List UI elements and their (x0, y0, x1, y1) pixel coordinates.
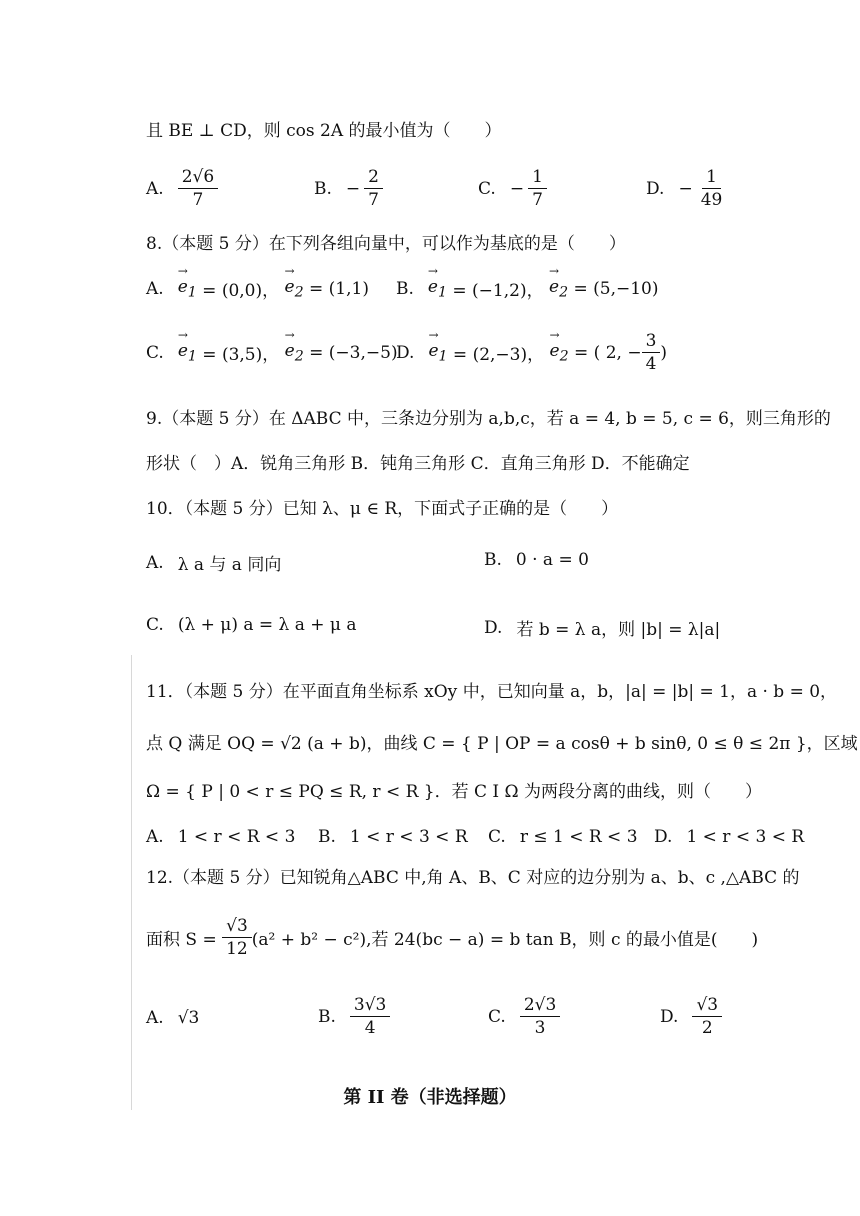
option-label: B. (314, 178, 332, 199)
fraction: $\frac{1}{49}$ (700, 167, 723, 210)
vector-e2: → $e_2$ (285, 277, 304, 300)
q10-option-a[interactable]: A. λ a 与 a 同向 (146, 552, 282, 575)
q7-stem-end: 且 BE ⊥ CD，则 cos 2A 的最小值为（ ） (146, 121, 502, 141)
q8-option-a[interactable]: A. → $e_1$ = (0,0)， → $e_2$ = (1,1) (146, 276, 369, 301)
q9-line-2: 形状（ ）A．锐角三角形 B．钝角三角形 C．直角三角形 D．不能确定 (146, 454, 690, 474)
fraction: $\frac{3}{4}$ (642, 330, 661, 375)
vector-e2: → $e_2$ (285, 341, 304, 364)
fraction: $\frac{2}{7}$ (364, 166, 383, 211)
q11-line-1: 11．（本题 5 分）在平面直角坐标系 xOy 中，已知向量 a，b，|a| = |b| = 1，a · b = 0， (146, 682, 838, 702)
q7-option-d[interactable]: D. − $\frac{1}{49}$ (646, 166, 726, 211)
q10-option-b[interactable]: B. 0 · a = 0 (484, 550, 589, 570)
q12-area-formula: 面积 S = $\frac{√3}{12}$ (a² + b² − c²),若 24(bc − a) = b tan B，则 c 的最小值是( ) (146, 916, 759, 959)
option-label: C. (478, 178, 496, 199)
q8-option-c[interactable]: C. → $e_1$ = (3,5)， → $e_2$ = (−3,−5) (146, 340, 398, 365)
q12-option-b[interactable]: B. $\frac{3√3}{4}$ (318, 994, 390, 1039)
scan-margin-line (131, 655, 132, 1110)
q7-option-a[interactable] (146, 166, 218, 211)
fraction: $\frac{2√3}{3}$ (520, 994, 560, 1039)
q11-option-d[interactable]: D. 1 < r < 3 < R (654, 827, 805, 847)
fraction: $\frac{3√3}{4}$ (350, 994, 390, 1039)
fraction: $\frac{1}{7}$ (528, 166, 547, 211)
vector-e2: → $e_2$ (549, 277, 568, 300)
fraction: $\frac{2√6}{7}$ (178, 166, 218, 211)
option-label: D. (646, 178, 665, 199)
q11-option-a[interactable]: A. 1 < r < R < 3 (146, 827, 296, 847)
q11-line-3: Ω = { P | 0 < r ≤ PQ ≤ R, r < R }．若 C I Ω 为两段分离的曲线，则（ ） (146, 782, 763, 802)
q11-option-b[interactable]: B. 1 < r < 3 < R (318, 827, 468, 847)
fraction: $\frac{√3}{2}$ (692, 994, 722, 1039)
q8-stem: 8.（本题 5 分）在下列各组向量中，可以作为基底的是（ ） (146, 234, 626, 254)
vector-e1: → $e_1$ (428, 341, 447, 364)
q12-option-a[interactable]: A. √3 (146, 1008, 200, 1028)
q8-option-b[interactable]: B. → $e_1$ = (−1,2)， → $e_2$ = (5,−10) (396, 276, 659, 301)
vector-e1: → $e_1$ (428, 277, 447, 300)
q12-option-c[interactable]: C. $\frac{2√3}{3}$ (488, 994, 560, 1039)
fraction: $\frac{√3}{12}$ (222, 915, 252, 960)
q7-option-b[interactable]: B. − $\frac{2}{7}$ (314, 166, 383, 211)
q11-line-2: 点 Q 满足 OQ = √2 (a + b)，曲线 C = { P | OP = a cosθ + b sinθ, 0 ≤ θ ≤ 2π }，区域 (146, 734, 858, 754)
vector-e1: → $e_1$ (178, 341, 197, 364)
q7-option-c[interactable]: C. − $\frac{1}{7}$ (478, 166, 547, 211)
vector-e1: → $e_1$ (178, 277, 197, 300)
q12-line-1: 12.（本题 5 分）已知锐角△ABC 中,角 A、B、C 对应的边分别为 a、b、c ,△ABC 的 (146, 868, 800, 888)
q9-line-1: 9.（本题 5 分）在 ΔABC 中，三条边分别为 a,b,c，若 a = 4, b = 5, c = 6，则三角形的 (146, 409, 831, 429)
section-title: 第 II 卷（非选择题） (343, 1087, 517, 1108)
q10-option-c[interactable]: C. (λ + μ) a = λ a + μ a (146, 615, 357, 635)
q12-option-d[interactable]: D. $\frac{√3}{2}$ (660, 994, 722, 1039)
option-label: A. (146, 178, 164, 199)
q10-stem: 10．（本题 5 分）已知 λ、μ ∈ R，下面式子正确的是（ ） (146, 499, 619, 519)
q10-option-d[interactable]: D. 若 b = λ a，则 |b| = λ|a| (484, 617, 721, 640)
q11-option-c[interactable]: C. r ≤ 1 < R < 3 (488, 827, 638, 847)
q8-option-d[interactable]: D. → $e_1$ = (2,−3)， → $e_2$ = ( 2, − $\frac{3}{4}$ ) (396, 330, 667, 375)
vector-e2: → $e_2$ (550, 341, 569, 364)
